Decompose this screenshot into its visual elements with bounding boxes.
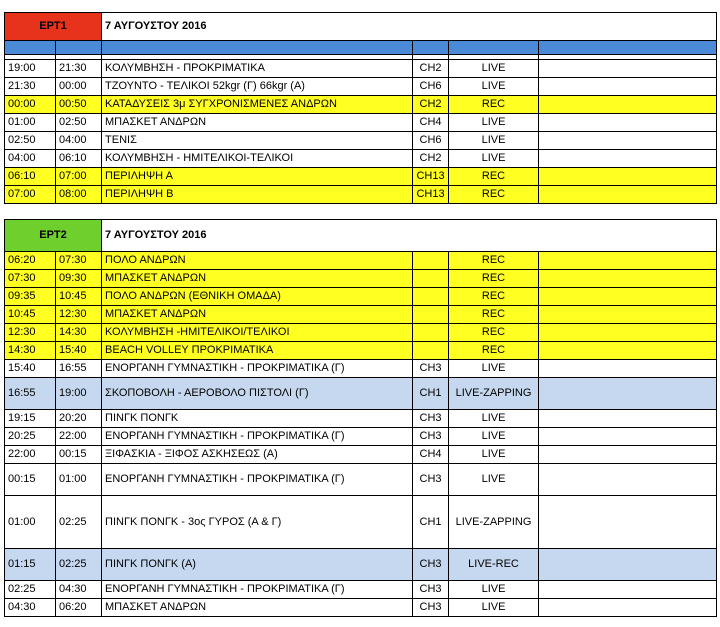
schedule-row: [5, 168, 717, 186]
schedule-row: [5, 378, 717, 410]
start-time-cell: 19:15: [5, 410, 56, 428]
notes-cell: [539, 324, 717, 342]
status-cell: LIVE-ZAPPING: [449, 496, 539, 549]
status-cell: REC: [449, 168, 539, 186]
channel-cell: CH3: [413, 581, 449, 599]
channel-cell: CH3: [413, 549, 449, 581]
event-cell: ΤΖΟΥΝΤΟ - ΤΕΛΙΚΟΙ 52kgr (Γ) 66kgr (A): [102, 78, 413, 96]
event-cell: ΠΙΝΓΚ ΠΟΝΓΚ (Α): [102, 549, 413, 581]
end-time-cell: 10:45: [56, 288, 102, 306]
event-cell: ΠΟΛΟ ΑΝΔΡΩΝ: [102, 252, 413, 270]
end-time-cell: 00:00: [56, 78, 102, 96]
start-time-cell: 01:00: [5, 496, 56, 549]
end-time-cell: 14:30: [56, 324, 102, 342]
channel-cell: CH3: [413, 360, 449, 378]
ert1-blue-header-bar: [5, 41, 717, 55]
notes-cell: [539, 410, 717, 428]
schedule-row: [5, 78, 717, 96]
notes-cell: [539, 446, 717, 464]
event-cell: ΕΝΟΡΓΑΝΗ ΓΥΜΝΑΣΤΙΚΗ - ΠΡΟΚΡΙΜΑΤΙΚΑ (Γ): [102, 360, 413, 378]
event-cell: ΚΟΛΥΜΒΗΣΗ - ΠΡΟΚΡΙΜΑΤΙΚΑ: [102, 60, 413, 78]
notes-cell: [539, 78, 717, 96]
start-time-cell: 16:55: [5, 378, 56, 410]
event-cell: ΞΙΦΑΣΚΙΑ - ΞΙΦΟΣ ΑΣΚΗΣΕΩΣ (Α): [102, 446, 413, 464]
end-time-cell: 00:50: [56, 96, 102, 114]
channel-cell: CH1: [413, 378, 449, 410]
channel-cell: [413, 252, 449, 270]
channel-cell: CH3: [413, 428, 449, 446]
status-cell: REC: [449, 186, 539, 204]
schedule-row: [5, 96, 717, 114]
event-cell: ΠΟΛΟ ΑΝΔΡΩΝ (ΕΘΝΙΚΗ ΟΜΑΔΑ): [102, 288, 413, 306]
end-time-cell: 16:55: [56, 360, 102, 378]
event-cell: ΜΠΑΣΚΕΤ ΑΝΔΡΩΝ: [102, 114, 413, 132]
notes-cell: [539, 186, 717, 204]
start-time-cell: 01:00: [5, 114, 56, 132]
channel-cell: CH2: [413, 60, 449, 78]
end-time-cell: 09:30: [56, 270, 102, 288]
status-cell: LIVE-ZAPPING: [449, 378, 539, 410]
end-time-cell: 02:25: [56, 496, 102, 549]
notes-cell: [539, 60, 717, 78]
event-cell: ΜΠΑΣΚΕΤ ΑΝΔΡΩΝ: [102, 270, 413, 288]
channel-cell: CH1: [413, 496, 449, 549]
schedule-row: [5, 114, 717, 132]
schedule-row: [5, 132, 717, 150]
notes-cell: [539, 464, 717, 496]
event-cell: ΚΟΛΥΜΒΗΣΗ - ΗΜΙΤΕΛΙΚΟΙ-ΤΕΛΙΚΟΙ: [102, 150, 413, 168]
status-cell: LIVE: [449, 428, 539, 446]
schedule-row: [5, 342, 717, 360]
status-cell: LIVE: [449, 599, 539, 617]
schedule-row: [5, 581, 717, 599]
schedule-row: [5, 252, 717, 270]
notes-cell: [539, 168, 717, 186]
channel-cell: CH3: [413, 464, 449, 496]
status-cell: REC: [449, 288, 539, 306]
status-cell: LIVE-REC: [449, 549, 539, 581]
start-time-cell: 06:20: [5, 252, 56, 270]
status-cell: LIVE: [449, 464, 539, 496]
notes-cell: [539, 96, 717, 114]
start-time-cell: 21:30: [5, 78, 56, 96]
notes-cell: [539, 150, 717, 168]
notes-cell: [539, 306, 717, 324]
notes-cell: [539, 132, 717, 150]
start-time-cell: 07:30: [5, 270, 56, 288]
notes-cell: [539, 581, 717, 599]
end-time-cell: 01:00: [56, 464, 102, 496]
event-cell: BEACH VOLLEY ΠΡΟΚΡΙΜΑΤΙΚΑ: [102, 342, 413, 360]
channel-cell: [413, 270, 449, 288]
channel-cell: CH13: [413, 168, 449, 186]
event-cell: ΕΝΟΡΓΑΝΗ ΓΥΜΝΑΣΤΙΚΗ - ΠΡΟΚΡΙΜΑΤΙΚΑ (Γ): [102, 464, 413, 496]
end-time-cell: 22:00: [56, 428, 102, 446]
channel-cell: CH4: [413, 114, 449, 132]
notes-cell: [539, 549, 717, 581]
event-cell: ΚΑΤΑΔΥΣΕΙΣ 3μ ΣΥΓΧΡΟΝΙΣΜΕΝΕΣ ΑΝΔΡΩΝ: [102, 96, 413, 114]
notes-cell: [539, 288, 717, 306]
notes-cell: [539, 378, 717, 410]
ert2-logo: ΕΡΤ2: [5, 220, 102, 252]
end-time-cell: 19:00: [56, 378, 102, 410]
ert2-schedule-table: [4, 219, 717, 617]
start-time-cell: 14:30: [5, 342, 56, 360]
event-cell: ΜΠΑΣΚΕΤ ΑΝΔΡΩΝ: [102, 599, 413, 617]
status-cell: REC: [449, 306, 539, 324]
schedule-row: [5, 306, 717, 324]
notes-cell: [539, 252, 717, 270]
channel-cell: CH6: [413, 132, 449, 150]
notes-cell: [539, 428, 717, 446]
status-cell: REC: [449, 270, 539, 288]
schedule-row: [5, 270, 717, 288]
start-time-cell: 10:45: [5, 306, 56, 324]
channel-cell: CH3: [413, 410, 449, 428]
notes-cell: [539, 114, 717, 132]
end-time-cell: 15:40: [56, 342, 102, 360]
schedule-row: [5, 464, 717, 496]
end-time-cell: 02:50: [56, 114, 102, 132]
channel-cell: CH6: [413, 78, 449, 96]
status-cell: REC: [449, 324, 539, 342]
end-time-cell: 06:20: [56, 599, 102, 617]
start-time-cell: 04:00: [5, 150, 56, 168]
end-time-cell: 04:00: [56, 132, 102, 150]
start-time-cell: 01:15: [5, 549, 56, 581]
event-cell: ΠΕΡΙΛΗΨΗ Α: [102, 168, 413, 186]
schedule-row: [5, 549, 717, 581]
schedule-row: [5, 186, 717, 204]
start-time-cell: 00:00: [5, 96, 56, 114]
schedule-row: [5, 496, 717, 549]
channel-cell: [413, 306, 449, 324]
channel-cell: CH2: [413, 96, 449, 114]
schedule-row: [5, 410, 717, 428]
ert1-date-title: 7 ΑΥΓΟΥΣΤΟΥ 2016: [102, 13, 717, 41]
schedule-row: [5, 288, 717, 306]
ert1-schedule-table: [4, 12, 717, 204]
status-cell: LIVE: [449, 78, 539, 96]
ert2-date-title: 7 ΑΥΓΟΥΣΤΟΥ 2016: [102, 220, 717, 252]
end-time-cell: 00:15: [56, 446, 102, 464]
ert1-header-row: [5, 13, 717, 41]
notes-cell: [539, 342, 717, 360]
channel-cell: [413, 342, 449, 360]
end-time-cell: 07:00: [56, 168, 102, 186]
end-time-cell: 12:30: [56, 306, 102, 324]
status-cell: LIVE: [449, 410, 539, 428]
end-time-cell: 02:25: [56, 549, 102, 581]
start-time-cell: 12:30: [5, 324, 56, 342]
end-time-cell: 06:10: [56, 150, 102, 168]
event-cell: ΚΟΛΥΜΒΗΣΗ -ΗΜΙΤΕΛΙΚΟΙ/ΤΕΛΙΚΟΙ: [102, 324, 413, 342]
start-time-cell: 15:40: [5, 360, 56, 378]
notes-cell: [539, 599, 717, 617]
channel-cell: CH3: [413, 599, 449, 617]
status-cell: LIVE: [449, 60, 539, 78]
start-time-cell: 02:50: [5, 132, 56, 150]
end-time-cell: 08:00: [56, 186, 102, 204]
schedule-row: [5, 60, 717, 78]
event-cell: ΠΙΝΓΚ ΠΟΝΓΚ: [102, 410, 413, 428]
status-cell: LIVE: [449, 360, 539, 378]
status-cell: REC: [449, 96, 539, 114]
status-cell: REC: [449, 252, 539, 270]
schedule-row: [5, 150, 717, 168]
channel-cell: CH13: [413, 186, 449, 204]
schedule-row: [5, 446, 717, 464]
start-time-cell: 00:15: [5, 464, 56, 496]
event-cell: ΣΚΟΠΟΒΟΛΗ - ΑΕΡΟΒΟΛΟ ΠΙΣΤΟΛΙ (Γ): [102, 378, 413, 410]
channel-cell: CH4: [413, 446, 449, 464]
schedule-row: [5, 599, 717, 617]
schedule-row: [5, 428, 717, 446]
end-time-cell: 07:30: [56, 252, 102, 270]
start-time-cell: 07:00: [5, 186, 56, 204]
ert1-logo: ΕΡΤ1: [5, 13, 102, 41]
ert2-header-row: [5, 220, 717, 252]
channel-cell: [413, 324, 449, 342]
event-cell: ΕΝΟΡΓΑΝΗ ΓΥΜΝΑΣΤΙΚΗ - ΠΡΟΚΡΙΜΑΤΙΚΑ (Γ): [102, 581, 413, 599]
event-cell: ΠΙΝΓΚ ΠΟΝΓΚ - 3ος ΓΥΡΟΣ (Α & Γ): [102, 496, 413, 549]
end-time-cell: 21:30: [56, 60, 102, 78]
start-time-cell: 04:30: [5, 599, 56, 617]
notes-cell: [539, 360, 717, 378]
channel-cell: CH2: [413, 150, 449, 168]
status-cell: LIVE: [449, 150, 539, 168]
status-cell: LIVE: [449, 581, 539, 599]
schedule-row: [5, 324, 717, 342]
start-time-cell: 22:00: [5, 446, 56, 464]
end-time-cell: 04:30: [56, 581, 102, 599]
start-time-cell: 20:25: [5, 428, 56, 446]
event-cell: ΜΠΑΣΚΕΤ ΑΝΔΡΩΝ: [102, 306, 413, 324]
event-cell: ΕΝΟΡΓΑΝΗ ΓΥΜΝΑΣΤΙΚΗ - ΠΡΟΚΡΙΜΑΤΙΚΑ (Γ): [102, 428, 413, 446]
start-time-cell: 06:10: [5, 168, 56, 186]
status-cell: REC: [449, 342, 539, 360]
channel-cell: [413, 288, 449, 306]
status-cell: LIVE: [449, 132, 539, 150]
status-cell: LIVE: [449, 446, 539, 464]
start-time-cell: 02:25: [5, 581, 56, 599]
notes-cell: [539, 496, 717, 549]
event-cell: ΤΕΝΙΣ: [102, 132, 413, 150]
end-time-cell: 20:20: [56, 410, 102, 428]
notes-cell: [539, 270, 717, 288]
start-time-cell: 09:35: [5, 288, 56, 306]
status-cell: LIVE: [449, 114, 539, 132]
start-time-cell: 19:00: [5, 60, 56, 78]
event-cell: ΠΕΡΙΛΗΨΗ Β: [102, 186, 413, 204]
schedule-row: [5, 360, 717, 378]
